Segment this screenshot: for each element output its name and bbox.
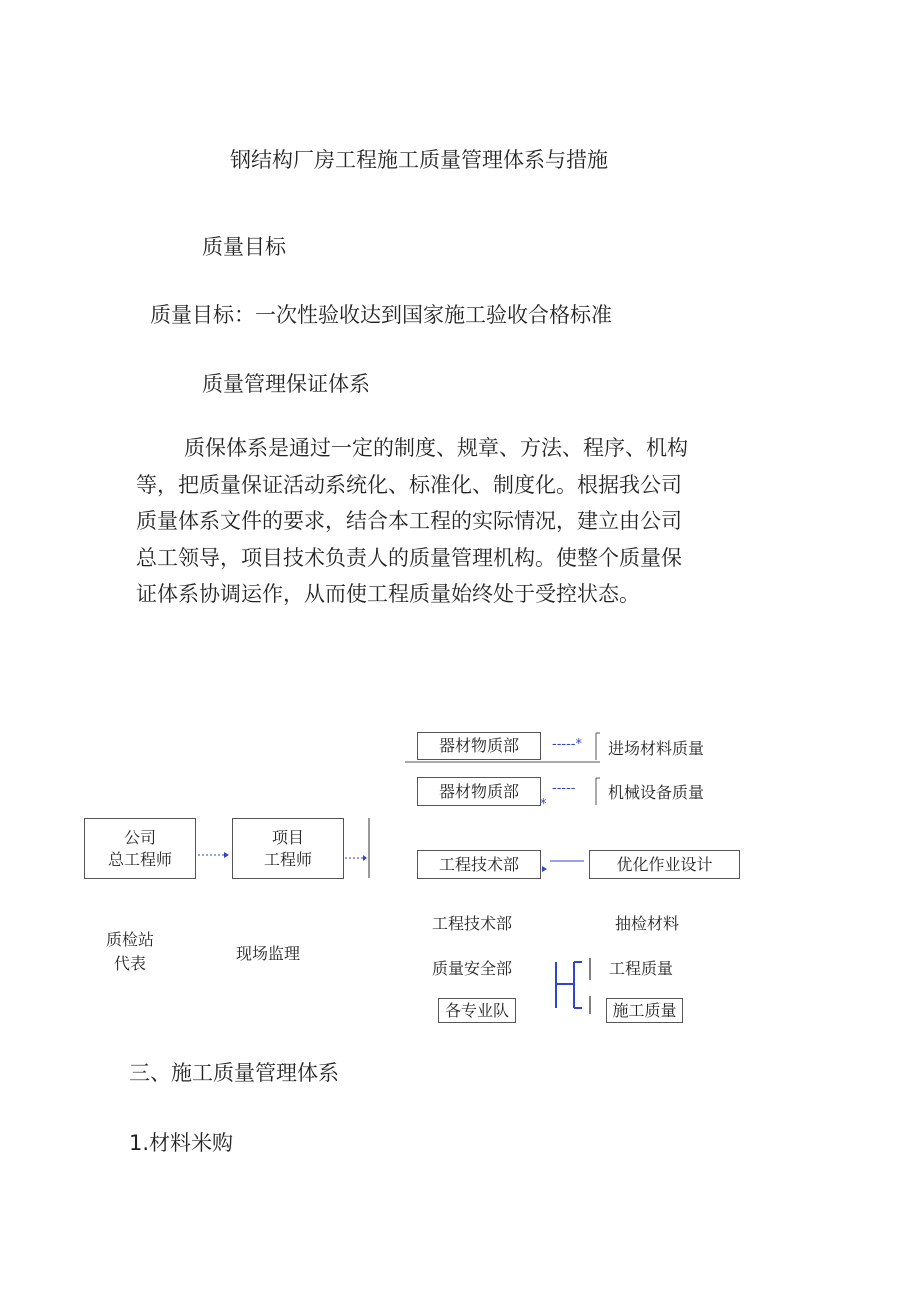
label-engineering-quality: 工程质量 xyxy=(609,959,674,978)
label-machinery-quality: 机械设备质量 xyxy=(608,783,705,802)
box-line: 公司 xyxy=(123,828,156,847)
box-line: 项目 xyxy=(271,828,304,847)
box-engineering-dept: 工程技术部 xyxy=(417,850,541,879)
paragraph-line: 证体系协调运作，从而使工程质量始终处于受控状态。 xyxy=(136,582,640,606)
page-title: 钢结构厂房工程施工质量管理体系与措施 xyxy=(230,148,608,172)
subheading-material-purchase: 1.材料米购 xyxy=(129,1131,234,1155)
paragraph-line: 等，把质量保证活动系统化、标准化、制度化。根据我公司 xyxy=(136,472,682,497)
box-construction-quality: 施工质量 xyxy=(606,998,683,1023)
box-materials-dept-1: 器材物质部 xyxy=(417,732,541,760)
section-heading-construction-system: 三、施工质量管理体系 xyxy=(129,1061,339,1085)
box-materials-dept-2: 器材物质部 xyxy=(417,777,541,806)
section-heading-assurance-system: 质量管理保证体系 xyxy=(202,372,370,396)
box-specialty-teams: 各专业队 xyxy=(438,998,516,1023)
label-eng-tech-dept: 工程技术部 xyxy=(432,914,513,933)
box-company-chief-engineer xyxy=(84,818,196,879)
section-heading-quality-goal: 质量目标 xyxy=(202,235,286,259)
label-line: 质检站 xyxy=(106,930,155,949)
box-optimize-design: 优化作业设计 xyxy=(589,850,740,879)
label-quality-safety-dept: 质量安全部 xyxy=(432,959,513,978)
box-line: 工程师 xyxy=(263,850,312,869)
asterisk-mark: * xyxy=(540,797,547,812)
link-materials-incoming: -----* xyxy=(552,737,582,752)
label-incoming-materials: 进场材料质量 xyxy=(608,739,705,758)
label-site-supervision: 现场监理 xyxy=(236,944,301,963)
box-line: 总工程师 xyxy=(107,850,172,869)
quality-goal-statement: 质量目标：一次性验收达到国家施工验收合格标准 xyxy=(150,303,612,327)
link-materials-machinery: ----- xyxy=(552,781,576,796)
label-sampling-materials: 抽检材料 xyxy=(615,914,680,933)
label-line: 代表 xyxy=(114,954,147,973)
paragraph-line: 质保体系是通过一定的制度、规章、方法、程序、机构 xyxy=(184,436,688,460)
paragraph-line: 总工领导，项目技术负责人的质量管理机构。使整个质量保 xyxy=(136,545,682,570)
paragraph-line: 质量体系文件的要求，结合本工程的实际情况，建立由公司 xyxy=(136,509,682,533)
box-project-engineer xyxy=(232,818,344,879)
arrow-tech-dept xyxy=(542,866,547,872)
label-inspection-station xyxy=(106,928,154,976)
